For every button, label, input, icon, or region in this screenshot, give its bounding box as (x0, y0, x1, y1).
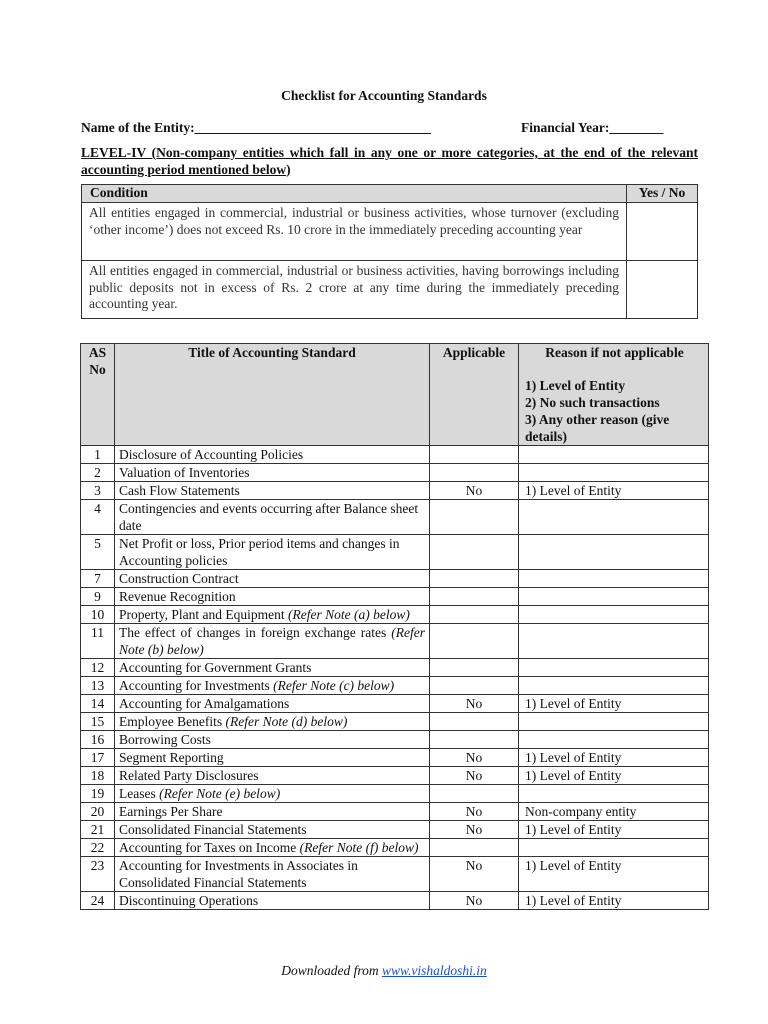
reason-cell[interactable]: 1) Level of Entity (519, 821, 709, 839)
standard-title (115, 606, 430, 624)
footer-prefix: Downloaded from (281, 963, 382, 978)
table-row (81, 624, 709, 659)
reason-cell[interactable]: 1) Level of Entity (519, 857, 709, 892)
standard-title-text: Accounting for Taxes on Income (119, 840, 300, 855)
table-row (81, 803, 709, 821)
level-heading: LEVEL-IV (Non-company entities which fall in any one or more categories, at the end of the relevant accounting period mentioned below) (81, 145, 698, 177)
reason-option: 1) Level of Entity (525, 378, 626, 393)
table-row (81, 821, 709, 839)
standard-title (115, 659, 430, 677)
standard-title-text: Borrowing Costs (119, 732, 211, 747)
as-number: 24 (81, 892, 115, 910)
table-row (81, 892, 709, 910)
standards-header-row (81, 344, 709, 446)
standard-title-text: Cash Flow Statements (119, 483, 240, 498)
standard-title-text: Disclosure of Accounting Policies (119, 447, 304, 462)
reason-cell[interactable] (519, 713, 709, 731)
as-number: 7 (81, 570, 115, 588)
standard-title-text: The effect of changes in foreign exchange rates (119, 625, 392, 640)
reason-cell[interactable]: 1) Level of Entity (519, 767, 709, 785)
as-number: 10 (81, 606, 115, 624)
as-number: 13 (81, 677, 115, 695)
standard-title-text: Accounting for Investments (119, 678, 274, 693)
standard-title-text: Earnings Per Share (119, 804, 223, 819)
standard-title (115, 767, 430, 785)
applicable-cell[interactable]: No (430, 749, 519, 767)
condition-table (81, 184, 698, 319)
reason-cell[interactable]: 1) Level of Entity (519, 749, 709, 767)
standard-title-text: Leases (119, 786, 160, 801)
reason-cell[interactable]: 1) Level of Entity (519, 482, 709, 500)
standard-title-text: Employee Benefits (119, 714, 226, 729)
as-number: 2 (81, 464, 115, 482)
standard-title-text: Segment Reporting (119, 750, 224, 765)
as-number: 18 (81, 767, 115, 785)
standard-title-text: Valuation of Inventories (119, 465, 250, 480)
table-row (81, 677, 709, 695)
reason-cell[interactable]: 1) Level of Entity (519, 892, 709, 910)
standards-body (81, 446, 709, 910)
applicable-cell[interactable]: No (430, 695, 519, 713)
standard-title (115, 857, 430, 892)
standard-note: (Refer Note (f) below) (299, 840, 419, 855)
reason-cell[interactable] (519, 731, 709, 749)
reason-cell[interactable] (519, 659, 709, 677)
reason-header (519, 344, 709, 446)
standard-title (115, 803, 430, 821)
standard-note: (Refer Note (d) below) (225, 714, 348, 729)
standard-title-text: Contingencies and events occurring after Balance sheet date (119, 501, 419, 533)
standard-title-text: Accounting for Government Grants (119, 660, 312, 675)
applicable-cell[interactable] (430, 570, 519, 588)
footer-link[interactable]: www.vishaldoshi.in (381, 963, 487, 978)
as-number: 22 (81, 839, 115, 857)
yes-no-header: Yes / No (627, 185, 698, 203)
standard-title-text: Consolidated Financial Statements (119, 822, 307, 837)
standard-title (115, 839, 430, 857)
yes-no-cell[interactable] (627, 203, 698, 261)
title-header: Title of Accounting Standard (115, 344, 430, 446)
standard-title (115, 821, 430, 839)
table-row (81, 857, 709, 892)
table-row (81, 535, 709, 570)
table-row (81, 659, 709, 677)
standard-title (115, 624, 430, 659)
reason-cell[interactable] (519, 839, 709, 857)
as-number: 19 (81, 785, 115, 803)
reason-cell[interactable] (519, 464, 709, 482)
as-number: 4 (81, 500, 115, 535)
standard-title-text: Construction Contract (119, 571, 239, 586)
reason-cell[interactable] (519, 606, 709, 624)
condition-header: Condition (82, 185, 627, 203)
reason-option: 2) No such transactions (525, 395, 660, 410)
entity-name-field: Name of the Entity:___________________________________ (81, 120, 431, 135)
reason-cell[interactable] (519, 446, 709, 464)
standard-note: (Refer Note (c) below) (273, 678, 395, 693)
reason-cell[interactable] (519, 785, 709, 803)
standard-note: (Refer Note (e) below) (159, 786, 281, 801)
standard-title (115, 713, 430, 731)
as-number: 21 (81, 821, 115, 839)
standard-title (115, 695, 430, 713)
table-row (81, 570, 709, 588)
reason-cell[interactable]: Non-company entity (519, 803, 709, 821)
applicable-cell[interactable] (430, 606, 519, 624)
applicable-cell[interactable] (430, 624, 519, 659)
table-row (81, 713, 709, 731)
standard-title (115, 570, 430, 588)
as-number: 9 (81, 588, 115, 606)
standard-title-text: Discontinuing Operations (119, 893, 259, 908)
condition-row (82, 261, 698, 319)
standard-title-text: Accounting for Investments in Associates in Consolidated Financial Statements (119, 858, 358, 890)
reason-cell[interactable] (519, 535, 709, 570)
as-number: 15 (81, 713, 115, 731)
standard-note: (Refer Note (b) below) (119, 625, 425, 657)
standard-title (115, 500, 430, 535)
as-number: 5 (81, 535, 115, 570)
standard-title (115, 482, 430, 500)
standard-note: (Refer Note (a) below) (287, 607, 410, 622)
table-row (81, 446, 709, 464)
standard-title (115, 464, 430, 482)
financial-year-field: Financial Year:________ (521, 120, 664, 135)
reason-cell[interactable] (519, 500, 709, 535)
standard-title-text: Revenue Recognition (119, 589, 236, 604)
standard-title (115, 785, 430, 803)
table-row (81, 695, 709, 713)
condition-text: All entities engaged in commercial, industrial or business activities, having borrowings including public deposits not in excess of Rs. 2 crore at any time during the immediately preceding accounting year. (82, 261, 627, 319)
standard-title (115, 588, 430, 606)
applicable-cell[interactable] (430, 535, 519, 570)
as-number: 16 (81, 731, 115, 749)
applicable-header: Applicable (430, 344, 519, 446)
applicable-cell[interactable] (430, 659, 519, 677)
standard-title-text: Related Party Disclosures (119, 768, 259, 783)
applicable-cell[interactable] (430, 677, 519, 695)
footer (0, 963, 768, 979)
table-row (81, 785, 709, 803)
applicable-cell[interactable] (430, 588, 519, 606)
applicable-cell[interactable]: No (430, 857, 519, 892)
standard-title (115, 535, 430, 570)
applicable-cell[interactable] (430, 500, 519, 535)
standard-title (115, 677, 430, 695)
condition-header-row (82, 185, 698, 203)
as-number: 3 (81, 482, 115, 500)
table-row (81, 588, 709, 606)
reason-option: 3) Any other reason (give details) (525, 412, 670, 444)
standard-title (115, 892, 430, 910)
reason-cell[interactable] (519, 588, 709, 606)
reason-cell[interactable] (519, 677, 709, 695)
yes-no-cell[interactable] (627, 261, 698, 319)
table-row (81, 767, 709, 785)
standard-title-text: Property, Plant and Equipment (119, 607, 288, 622)
table-row (81, 606, 709, 624)
as-number: 20 (81, 803, 115, 821)
table-row (81, 500, 709, 535)
condition-row (82, 203, 698, 261)
applicable-cell[interactable] (430, 731, 519, 749)
applicable-cell[interactable] (430, 785, 519, 803)
condition-text: All entities engaged in commercial, industrial or business activities, whose turnover (excluding ‘other income’) does not exceed Rs. 10 crore in the immediately preceding accounting year (82, 203, 627, 261)
standards-table (80, 343, 709, 910)
table-row (81, 464, 709, 482)
reason-cell[interactable] (519, 570, 709, 588)
applicable-cell[interactable] (430, 446, 519, 464)
applicable-cell[interactable]: No (430, 803, 519, 821)
standard-title-text: Accounting for Amalgamations (119, 696, 290, 711)
as-number: 17 (81, 749, 115, 767)
as-number: 23 (81, 857, 115, 892)
standard-title-text: Net Profit or loss, Prior period items and changes in Accounting policies (119, 536, 400, 568)
applicable-cell[interactable] (430, 464, 519, 482)
reason-options (525, 377, 704, 445)
applicable-cell[interactable] (430, 713, 519, 731)
applicable-cell[interactable]: No (430, 892, 519, 910)
as-number: 12 (81, 659, 115, 677)
applicable-cell[interactable]: No (430, 821, 519, 839)
as-no-header: AS No (81, 344, 115, 446)
as-number: 1 (81, 446, 115, 464)
as-number: 14 (81, 695, 115, 713)
page-title: Checklist for Accounting Standards (281, 88, 487, 103)
table-row (81, 482, 709, 500)
as-number: 11 (81, 624, 115, 659)
applicable-cell[interactable] (430, 839, 519, 857)
table-row (81, 731, 709, 749)
reason-title: Reason if not applicable (545, 345, 684, 360)
standard-title (115, 749, 430, 767)
applicable-cell[interactable]: No (430, 482, 519, 500)
reason-cell[interactable]: 1) Level of Entity (519, 695, 709, 713)
standard-title (115, 731, 430, 749)
table-row (81, 839, 709, 857)
reason-cell[interactable] (519, 624, 709, 659)
table-row (81, 749, 709, 767)
standard-title (115, 446, 430, 464)
applicable-cell[interactable]: No (430, 767, 519, 785)
